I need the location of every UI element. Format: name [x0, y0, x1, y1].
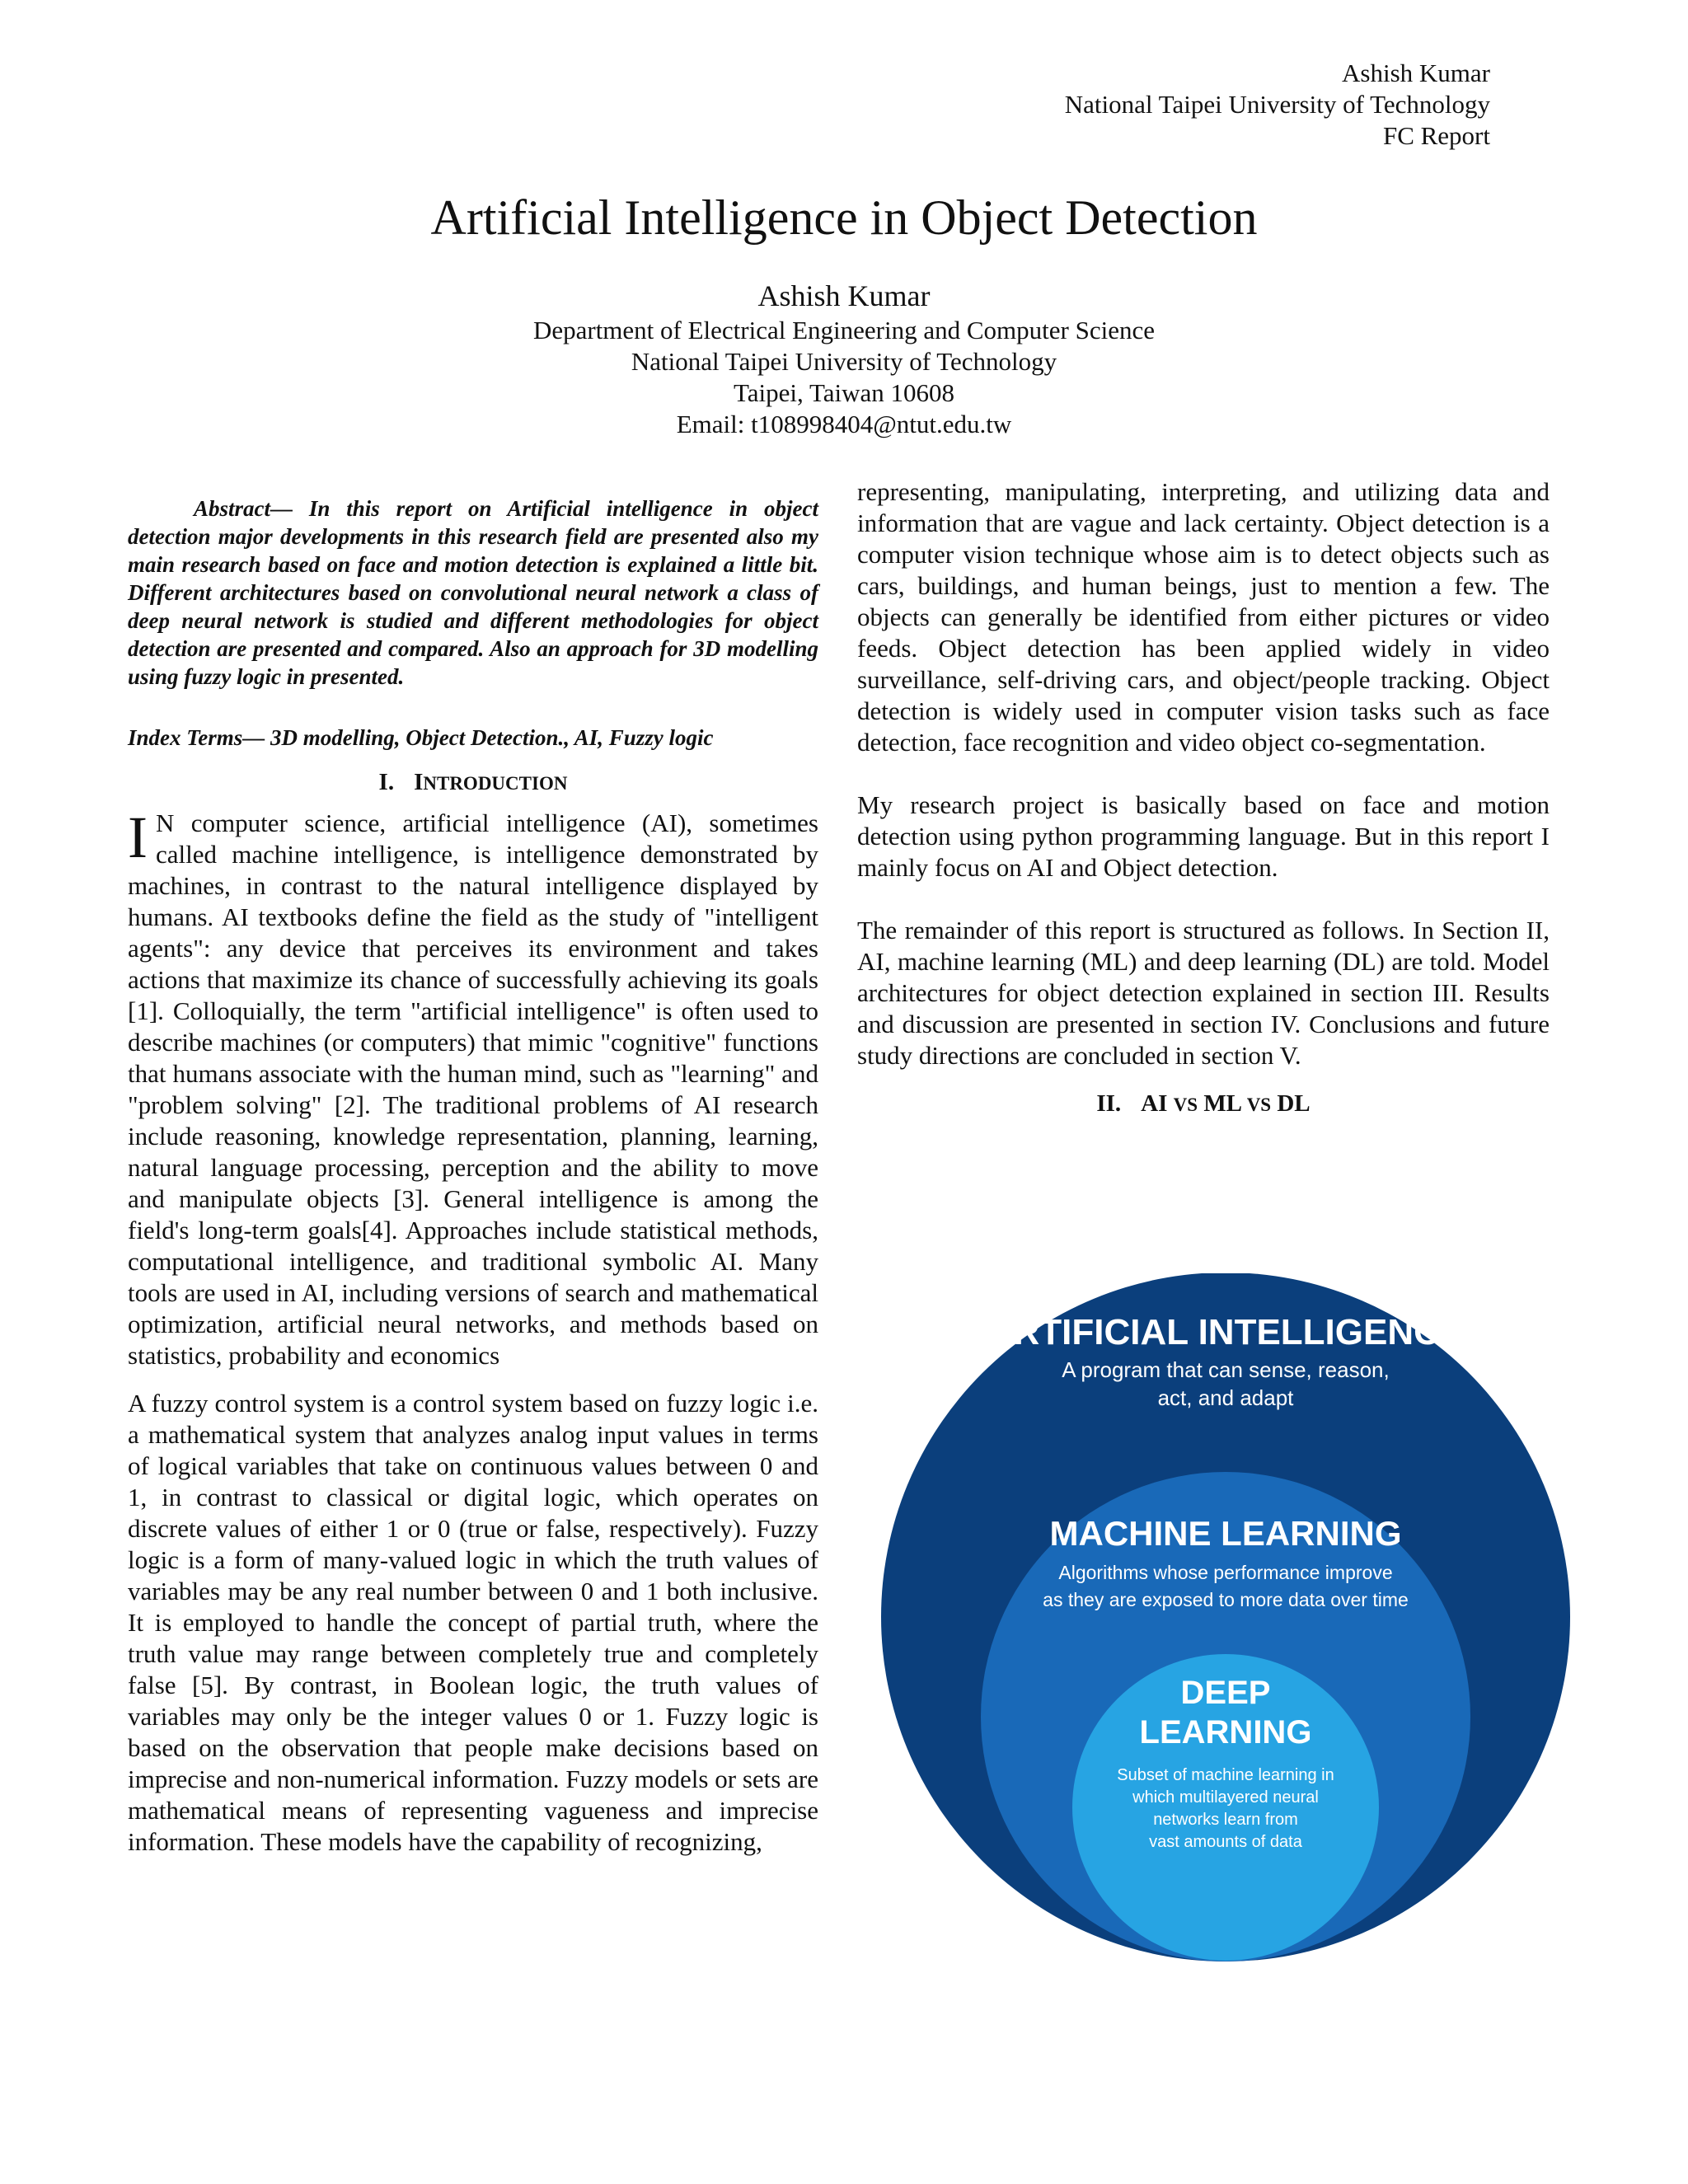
- nested-circles-figure: [870, 1273, 1582, 1961]
- dl-subtitle-line-1: Subset of machine learning in: [1117, 1766, 1334, 1784]
- abstract: [128, 494, 818, 691]
- heading-vs: VS: [1173, 1094, 1198, 1115]
- dl-subtitle-line-2: which multilayered neural: [1132, 1788, 1319, 1807]
- author-name: Ashish Kumar: [757, 279, 931, 312]
- index-terms: [128, 724, 818, 752]
- header-report-type: FC Report: [1382, 121, 1490, 150]
- author-block: [0, 277, 1688, 440]
- drop-cap: I: [128, 804, 148, 870]
- ai-ml-dl-diagram: [870, 1273, 1582, 1961]
- index-terms-label: Index Terms—: [128, 725, 265, 750]
- ml-subtitle-line-1: Algorithms whose performance improve: [1058, 1562, 1393, 1583]
- index-terms-text: 3D modelling, Object Detection., AI, Fuzzy logic: [270, 725, 714, 750]
- dl-subtitle-line-3: networks learn from: [1153, 1811, 1298, 1829]
- dl-title-line-2: LEARNING: [1139, 1714, 1312, 1750]
- left-column: [128, 473, 818, 1858]
- paragraph-spacer: [857, 883, 1550, 915]
- ai-title: ARTIFICIAL INTELLIGENCE: [987, 1312, 1465, 1352]
- right-column: [857, 476, 1550, 1129]
- heading-vs: VS: [1246, 1094, 1272, 1115]
- section-heading-ai-ml-dl: [857, 1088, 1550, 1121]
- paragraph-spacer: [857, 758, 1550, 790]
- intro-paragraph-4: My research project is basically based on face and motion detection using python programming language. But in this report I mainly focus on AI and Object detection.: [857, 790, 1550, 882]
- section-title-rest: NTRODUCTION: [423, 773, 568, 794]
- abstract-text: In this report on Artificial intelligence in object detection major developments in this research field are presented also my main research based on face and motion detection is explained a little bit. Different architectures based on convolutional neural network a class of deep neural network is studied and different methodologies for object detection are presented and compared. Also an approach for 3D modelling using fuzzy logic in presented.: [128, 496, 819, 689]
- header-university: National Taipei University of Technology: [1064, 90, 1490, 119]
- ml-subtitle-line-2: as they are exposed to more data over time: [1043, 1589, 1409, 1610]
- ai-subtitle-line-1: A program that can sense, reason,: [1062, 1357, 1390, 1382]
- running-header: [748, 58, 1490, 152]
- intro-paragraph-3: representing, manipulating, interpreting, and utilizing data and information that are vague and lack certainty. Object detection is a computer vision technique whose aim is to detect objects such as cars, buildings, and human beings, just to mention a few. The objects can generally be identified from either pictures or video feeds. Object detection has been applied widely in video surveillance, self-driving cars, and object/people tracking. Object detection is widely used in computer vision tasks such as face detection, face recognition and video object co-segmentation.: [857, 477, 1550, 757]
- section-heading-introduction: [128, 766, 818, 799]
- intro-paragraph-2: A fuzzy control system is a control system based on fuzzy logic i.e. a mathematical system that analyzes analog input values in terms of logical variables that take on continuous values between 0 and 1, in contrast to classical or digital logic, which operates on discrete values of either 1 or 0 (true or false, respectively). Fuzzy logic is a form of many-valued logic in which the truth values of variables may be any real number between 0 and 1 both inclusive. It is employed to handle the concept of partial truth, where the truth value may range between completely true and completely false [5]. By contrast, in Boolean logic, the truth values of variables may only be the integer values 0 or 1. Fuzzy logic is based on the observation that people make decisions based on imprecise and non-numerical information. Fuzzy models or sets are mathematical means of representing vagueness and imprecise information. These models have the capability of recognizing,: [128, 1389, 818, 1856]
- abstract-label: Abstract—: [194, 496, 293, 521]
- intro-paragraph-5: The remainder of this report is structured as follows. In Section II, AI, machine learning (ML) and deep learning (DL) are told. Model architectures for object detection explained in section III. Results and discussion are presented in section IV. Conclusions and future study directions are concluded in section V.: [857, 916, 1550, 1070]
- paper-title: Artificial Intelligence in Object Detection: [430, 190, 1258, 245]
- header-author: Ashish Kumar: [1342, 59, 1490, 87]
- section-title-first-letter: I: [414, 769, 424, 795]
- heading-dl: DL: [1271, 1090, 1311, 1117]
- section-number: I.: [378, 769, 395, 795]
- author-email: Email: t108998404@ntut.edu.tw: [676, 410, 1012, 438]
- section-number: II.: [1096, 1090, 1122, 1117]
- heading-ai: AI: [1141, 1090, 1174, 1117]
- author-department: Department of Electrical Engineering and Computer Science: [532, 316, 1156, 344]
- intro-paragraph-1-text: N computer science, artificial intelligence (AI), sometimes called machine intelligence, is intelligence demonstrated by machines, in contrast to the natural intelligence displayed by humans. AI textbooks define the field as the study of "intelligent agents": any device that perceives its environment and takes actions that maximize its chance of successfully achieving its goals [1]. Colloquially, the term "artificial intelligence" is often used to describe machines (or computers) that mimic "cognitive" functions that humans associate with the human mind, such as "learning" and "problem solving" [2]. The traditional problems of AI research include reasoning, knowledge representation, planning, learning, natural language processing, perception and the ability to move and manipulate objects [3]. General intelligence is among the field's long-term goals[4]. Approaches include statistical methods, computational intelligence, and traditional symbolic AI. Many tools are used in AI, including versions of search and mathematical optimization, artificial neural networks, and methods based on statistics, probability and economics: [128, 808, 818, 1370]
- ai-subtitle-line-2: act, and adapt: [1157, 1385, 1294, 1410]
- author-university: National Taipei University of Technology: [631, 347, 1057, 376]
- dl-title-line-1: DEEP: [1180, 1675, 1271, 1711]
- ml-title: MACHINE LEARNING: [1049, 1514, 1402, 1553]
- author-location: Taipei, Taiwan 10608: [734, 378, 954, 407]
- heading-ml: ML: [1198, 1090, 1247, 1117]
- intro-paragraph-1: [128, 804, 818, 1371]
- dl-subtitle-line-4: vast amounts of data: [1149, 1833, 1302, 1851]
